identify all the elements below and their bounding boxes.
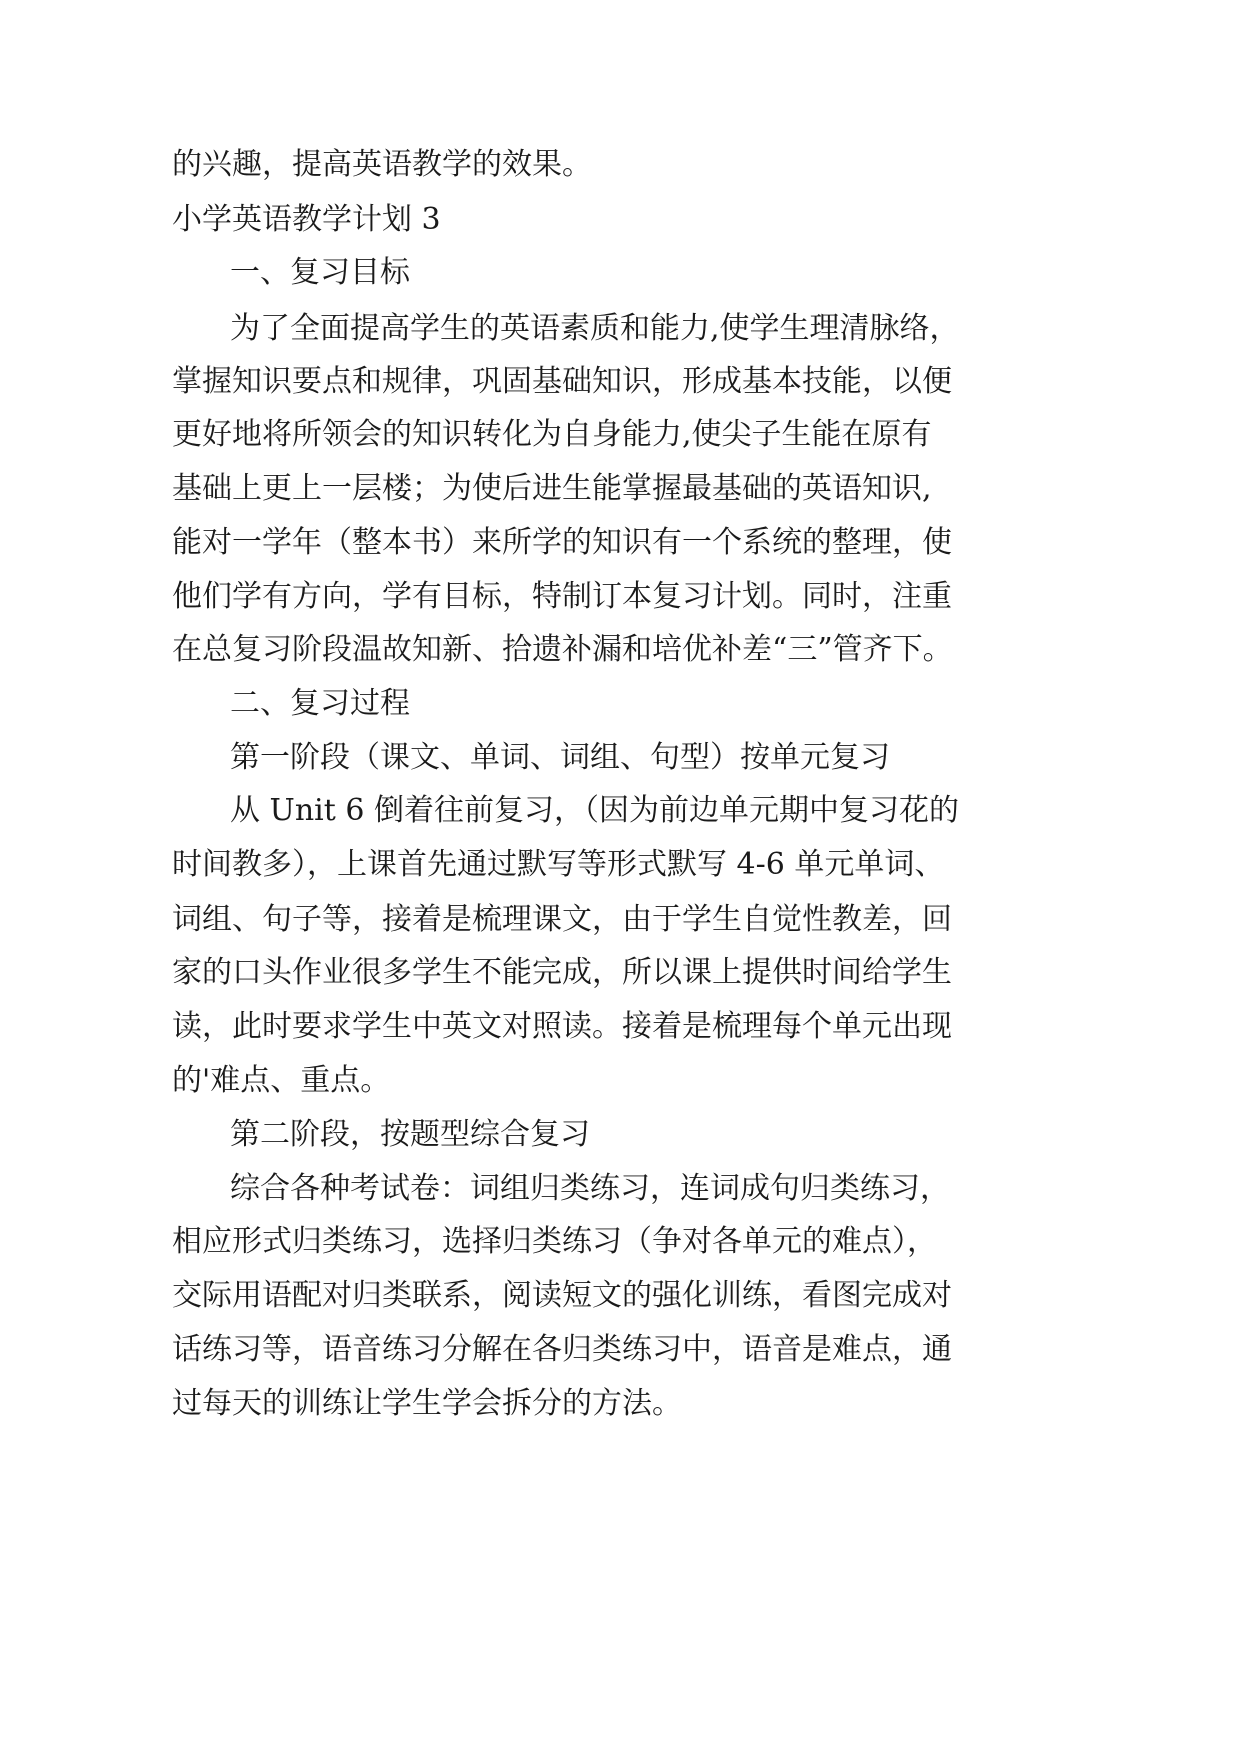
stage-one-heading: 第一阶段（课文、单词、词组、句型）按单元复习	[230, 740, 890, 775]
text-line: 的兴趣，提高英语教学的效果。	[172, 147, 592, 182]
text-line: 从 Unit 6 倒着往前复习，（因为前边单元期中复习花的	[230, 793, 959, 828]
text-line: 他们学有方向，学有目标，特制订本复习计划。同时，注重	[172, 579, 952, 614]
text-line: 更好地将所领会的知识转化为自身能力,使尖子生能在原有	[172, 417, 932, 452]
text-line: 时间教多），上课首先通过默写等形式默写 4-6 单元单词、	[172, 847, 945, 882]
text-line: 读，此时要求学生中英文对照读。接着是梳理每个单元出现	[172, 1009, 952, 1044]
text-line: 的'难点、重点。	[172, 1063, 391, 1098]
text-line: 为了全面提高学生的英语素质和能力,使学生理清脉络，	[230, 311, 960, 346]
heading-review-process: 二、复习过程	[230, 686, 410, 721]
text-line: 话练习等，语音练习分解在各归类练习中，语音是难点，通	[172, 1332, 952, 1367]
heading-review-goals: 一、复习目标	[230, 255, 410, 290]
text-line: 能对一学年（整本书）来所学的知识有一个系统的整理，使	[172, 525, 952, 560]
stage-two-heading: 第二阶段，按题型综合复习	[230, 1117, 590, 1152]
section-title: 小学英语教学计划 3	[172, 202, 441, 237]
text-line: 综合各种考试卷：词组归类练习，连词成句归类练习，	[230, 1171, 950, 1206]
text-line: 家的口头作业很多学生不能完成，所以课上提供时间给学生	[172, 955, 952, 990]
text-line: 过每天的训练让学生学会拆分的方法。	[172, 1386, 682, 1421]
text-line: 交际用语配对归类联系，阅读短文的强化训练，看图完成对	[172, 1278, 952, 1313]
text-line: 相应形式归类练习，选择归类练习（争对各单元的难点），	[172, 1224, 937, 1259]
text-line: 词组、句子等，接着是梳理课文，由于学生自觉性教差，回	[172, 902, 952, 937]
text-line: 基础上更上一层楼；为使后进生能掌握最基础的英语知识,	[172, 471, 932, 506]
text-line: 在总复习阶段温故知新、拾遗补漏和培优补差“三”管齐下。	[172, 632, 953, 667]
text-line: 掌握知识要点和规律，巩固基础知识，形成基本技能，以便	[172, 364, 952, 399]
